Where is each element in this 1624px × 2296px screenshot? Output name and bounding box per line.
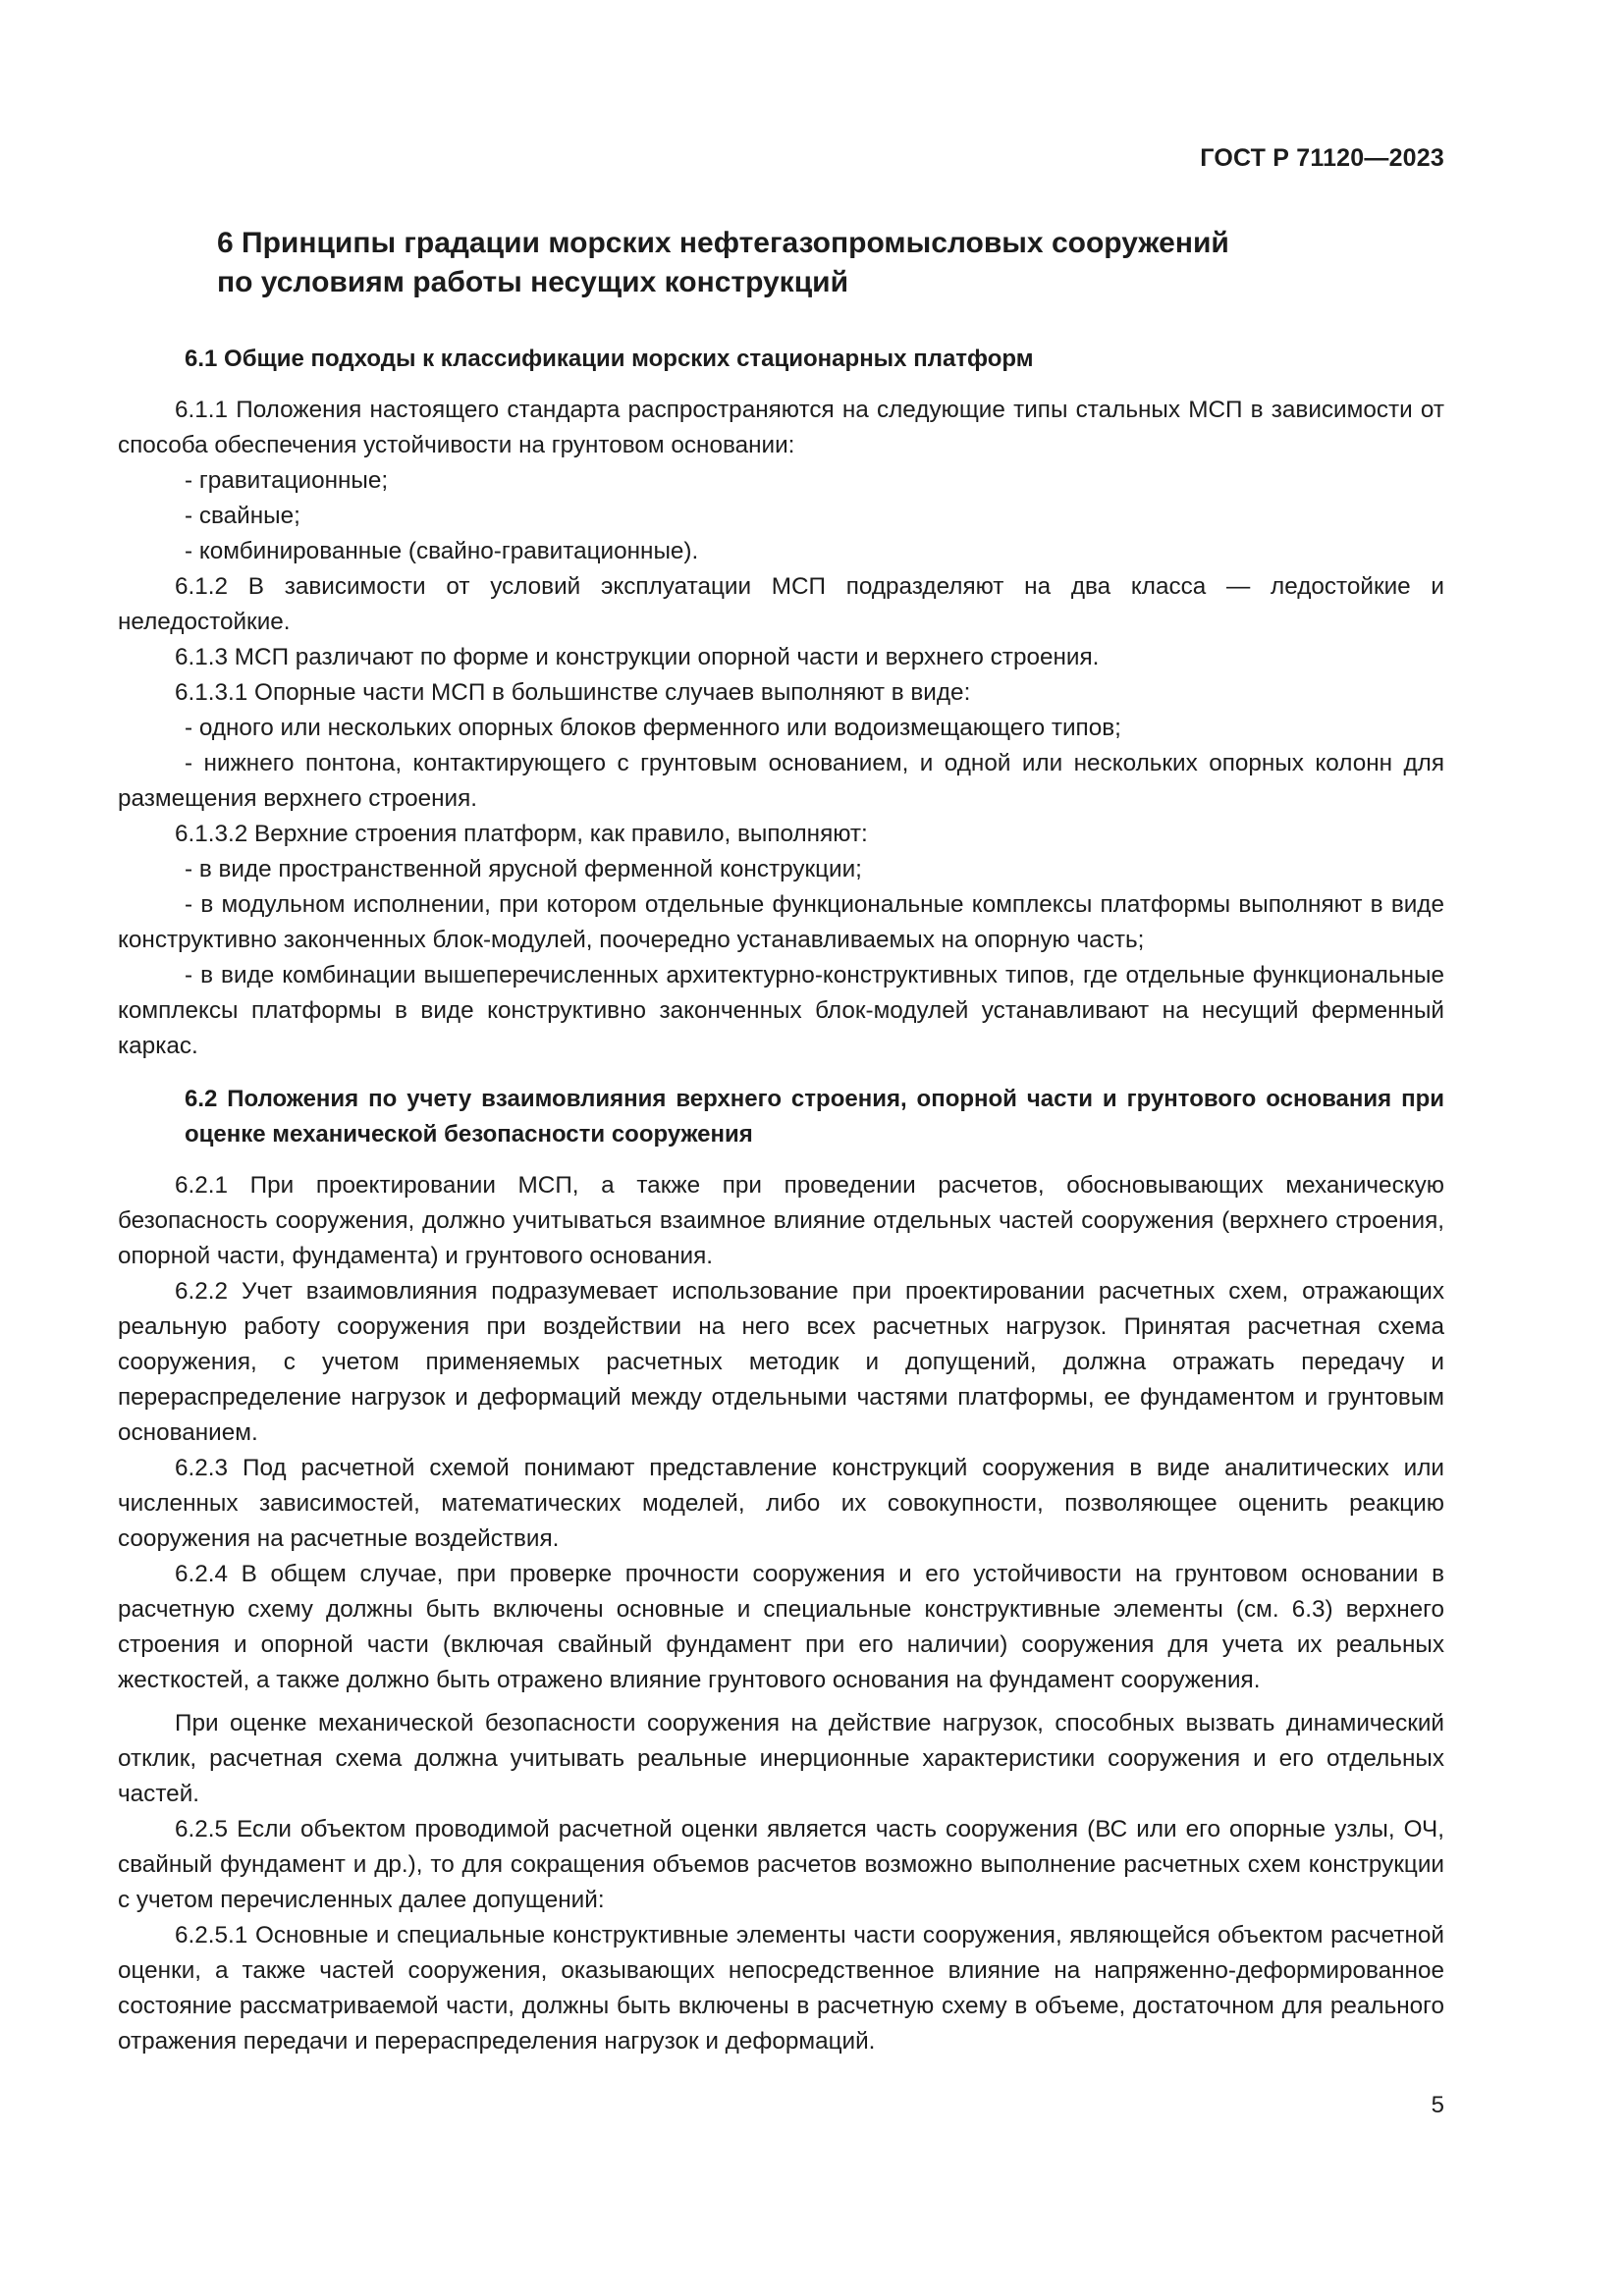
list-item: - в модульном исполнении, при котором отдельные функциональные комплексы платформы выполняют в виде конструктивно законченных блок-модулей, поочередно устанавливаемых на опорную часть; bbox=[118, 891, 1444, 953]
subsection-6-2-title: 6.2 Положения по учету взаимовлияния верхнего строения, опорной части и грунтового основания при оценке механической безопасности сооружения bbox=[185, 1086, 1444, 1148]
document-code: ГОСТ Р 71120—2023 bbox=[1200, 144, 1444, 172]
list-item: - в виде комбинации вышеперечисленных архитектурно-конструктивных типов, где отдельные функциональные комплексы платформы в виде конструктивно законченных блок-модулей устанавливают на несущий ферменный каркас. bbox=[118, 962, 1444, 1059]
page-number: 5 bbox=[1431, 2092, 1444, 2118]
paragraph-6-2-4-note: При оценке механической безопасности сооружения на действие нагрузок, способных вызвать динамический отклик, расчетная схема должна учитывать реальные инерционные характеристики сооружения и его отдельных частей. bbox=[118, 1710, 1444, 1807]
list-item: - гравитационные; bbox=[185, 467, 389, 494]
paragraph-6-1-2: 6.1.2 В зависимости от условий эксплуатации МСП подразделяют на два класса — ледостойкие и неледостойкие. bbox=[118, 573, 1444, 635]
paragraph-6-2-5: 6.2.5 Если объектом проводимой расчетной оценки является часть сооружения (ВС или его опорные узлы, ОЧ, свайный фундамент и др.), то для сокращения объемов расчетов возможно выполнение расчетных схем конструкции с учетом перечисленных далее допущений: bbox=[118, 1816, 1444, 1913]
paragraph-6-1-3-2: 6.1.3.2 Верхние строения платформ, как правило, выполняют: bbox=[175, 821, 868, 847]
paragraph-6-2-3: 6.2.3 Под расчетной схемой понимают представление конструкций сооружения в виде аналитических или численных зависимостей, математических моделей, либо их совокупности, позволяющее оценить реакцию сооружения на расчетные воздействия. bbox=[118, 1455, 1444, 1552]
paragraph-6-1-3: 6.1.3 МСП различают по форме и конструкции опорной части и верхнего строения. bbox=[175, 644, 1100, 670]
paragraph-6-1-1: 6.1.1 Положения настоящего стандарта распространяются на следующие типы стальных МСП в зависимости от способа обеспечения устойчивости на грунтовом основании: bbox=[118, 397, 1444, 458]
paragraph-6-2-5-1: 6.2.5.1 Основные и специальные конструктивные элементы части сооружения, являющейся объектом расчетной оценки, а также частей сооружения, оказывающих непосредственное влияние на напряженно-деформированное состояние рассматриваемой части, должны быть включены в расчетную схему в объеме, достаточном для реального отражения передачи и перераспределения нагрузок и деформаций. bbox=[118, 1922, 1444, 2055]
list-item: - одного или нескольких опорных блоков ферменного или водоизмещающего типов; bbox=[185, 715, 1121, 741]
list-item: - комбинированные (свайно-гравитационные). bbox=[185, 538, 699, 564]
paragraph-6-2-1: 6.2.1 При проектировании МСП, а также при проведении расчетов, обосновывающих механическую безопасность сооружения, должно учитываться взаимное влияние отдельных частей сооружения (верхнего строения, опорной части, фундамента) и грунтового основания. bbox=[118, 1172, 1444, 1269]
section-title-line: по условиям работы несущих конструкций bbox=[217, 266, 849, 298]
paragraph-6-2-4: 6.2.4 В общем случае, при проверке прочности сооружения и его устойчивости на грунтовом основании в расчетную схему должны быть включены основные и специальные конструктивные элементы (см. 6.3) верхнего строения и опорной части (включая свайный фундамент при его наличии) сооружения для учета их реальных жесткостей, а также должно быть отражено влияние грунтового основания на фундамент сооружения. bbox=[118, 1561, 1444, 1693]
section-title-line: 6 Принципы градации морских нефтегазопромысловых сооружений bbox=[217, 227, 1229, 259]
list-item: - нижнего понтона, контактирующего с грунтовым основанием, и одной или нескольких опорных колонн для размещения верхнего строения. bbox=[118, 750, 1444, 812]
list-item: - в виде пространственной ярусной ферменной конструкции; bbox=[185, 856, 862, 882]
list-item: - свайные; bbox=[185, 503, 300, 529]
paragraph-6-2-2: 6.2.2 Учет взаимовлияния подразумевает использование при проектировании расчетных схем, отражающих реальную работу сооружения при воздействии на него всех расчетных нагрузок. Принятая расчетная схема сооружения, с учетом применяемых расчетных методик и допущений, должна отражать передачу и перераспределение нагрузок и деформаций между отдельными частями платформы, ее фундаментом и грунтовым основанием. bbox=[118, 1278, 1444, 1446]
section-6-title bbox=[217, 224, 1444, 302]
page-content bbox=[118, 224, 1444, 2059]
paragraph-6-1-3-1: 6.1.3.1 Опорные части МСП в большинстве случаев выполняют в виде: bbox=[175, 679, 971, 706]
subsection-6-1-title: 6.1 Общие подходы к классификации морских стационарных платформ bbox=[185, 346, 1034, 372]
